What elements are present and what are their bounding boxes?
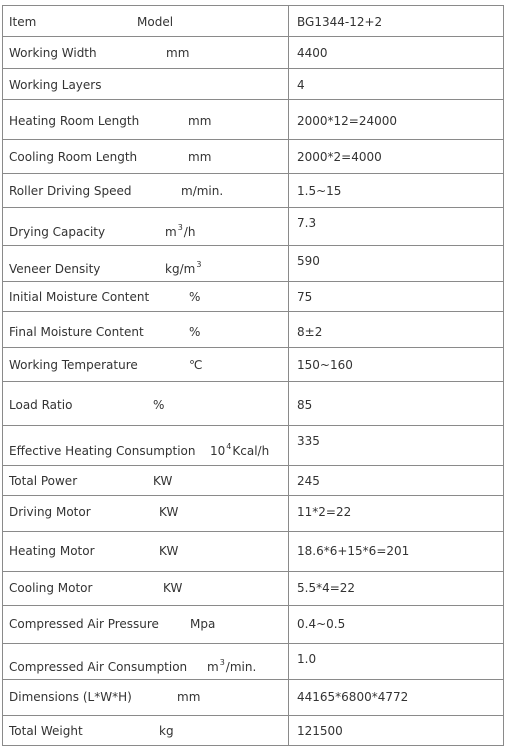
row-value: 44165*6800*4772 xyxy=(297,690,409,704)
table-row xyxy=(2,100,504,140)
table-row xyxy=(2,246,504,282)
row-name: Heating Room Length xyxy=(9,114,140,128)
table-row xyxy=(2,680,504,716)
table-row xyxy=(2,140,504,174)
table-row xyxy=(2,644,504,680)
table-row xyxy=(2,282,504,312)
row-value: 1.5~15 xyxy=(297,184,342,198)
row-value: BG1344-12+2 xyxy=(297,15,383,29)
table-row xyxy=(2,426,504,466)
row-unit: mm xyxy=(177,690,201,704)
table-row xyxy=(2,37,504,69)
column-divider xyxy=(288,208,289,245)
table-row xyxy=(2,716,504,746)
row-unit: KW xyxy=(159,505,179,519)
table-row xyxy=(2,572,504,606)
row-value: 590 xyxy=(297,254,320,268)
table-row xyxy=(2,466,504,496)
row-unit: KW xyxy=(163,581,183,595)
row-name: Final Moisture Content xyxy=(9,325,144,339)
table-row xyxy=(2,606,504,644)
spec-table xyxy=(2,5,504,746)
table-row xyxy=(2,5,504,37)
column-divider xyxy=(288,174,289,207)
row-unit: % xyxy=(153,398,165,412)
table-row xyxy=(2,348,504,382)
row-name: Load Ratio xyxy=(9,398,73,412)
row-value: 2000*2=4000 xyxy=(297,150,382,164)
row-value: 11*2=22 xyxy=(297,505,352,519)
row-unit: % xyxy=(189,290,201,304)
row-value: 8±2 xyxy=(297,325,323,339)
row-name: Total Weight xyxy=(9,724,83,738)
row-unit: ℃ xyxy=(189,358,203,372)
row-name: Working Layers xyxy=(9,78,102,92)
column-divider xyxy=(288,426,289,465)
row-unit: KW xyxy=(159,544,179,558)
row-name: Initial Moisture Content xyxy=(9,290,150,304)
column-divider xyxy=(288,100,289,139)
column-divider xyxy=(288,140,289,173)
table-row xyxy=(2,496,504,532)
row-name: Item xyxy=(9,15,37,29)
row-value: 335 xyxy=(297,434,320,448)
row-unit: $m^3/\min$. xyxy=(207,658,257,674)
column-divider xyxy=(288,37,289,68)
column-divider xyxy=(288,348,289,381)
row-name: Working Temperature xyxy=(9,358,138,372)
table-row xyxy=(2,382,504,426)
row-name: Dimensions (L*W*H) xyxy=(9,690,132,704)
row-unit: mm xyxy=(166,46,190,60)
row-unit: $m^3/h$ xyxy=(165,223,196,239)
row-name: Effective Heating Consumption xyxy=(9,444,196,458)
row-value: 7.3 xyxy=(297,216,317,230)
table-row xyxy=(2,174,504,208)
row-value: 121500 xyxy=(297,724,343,738)
row-value: 5.5*4=22 xyxy=(297,581,356,595)
table-row xyxy=(2,312,504,348)
row-unit: Mpa xyxy=(190,617,216,631)
row-value: 1.0 xyxy=(297,652,317,666)
row-unit: % xyxy=(189,325,201,339)
row-name: Working Width xyxy=(9,46,97,60)
row-name: Compressed Air Consumption xyxy=(9,660,188,674)
column-divider xyxy=(288,382,289,425)
column-divider xyxy=(288,532,289,571)
column-divider xyxy=(288,606,289,643)
row-name: Driving Motor xyxy=(9,505,91,519)
row-name: Cooling Room Length xyxy=(9,150,138,164)
row-unit: $10^4Kcal/h$ xyxy=(210,442,270,458)
table-row xyxy=(2,208,504,246)
row-unit: KW xyxy=(153,474,173,488)
column-divider xyxy=(288,680,289,715)
column-divider xyxy=(288,282,289,311)
table-row xyxy=(2,532,504,572)
row-name: Drying Capacity xyxy=(9,225,106,239)
row-unit: m/min. xyxy=(181,184,224,198)
column-divider xyxy=(288,6,289,36)
column-divider xyxy=(288,69,289,99)
column-divider xyxy=(288,246,289,281)
row-name: Veneer Density xyxy=(9,262,101,276)
row-unit: kg xyxy=(159,724,174,738)
row-name: Roller Driving Speed xyxy=(9,184,132,198)
table-row xyxy=(2,69,504,100)
column-divider xyxy=(288,496,289,531)
row-value: 85 xyxy=(297,398,313,412)
row-value: 150~160 xyxy=(297,358,353,372)
row-value: 0.4~0.5 xyxy=(297,617,346,631)
row-name: Cooling Motor xyxy=(9,581,93,595)
row-unit: mm xyxy=(188,150,212,164)
column-divider xyxy=(288,466,289,495)
row-name: Total Power xyxy=(9,474,78,488)
column-divider xyxy=(288,644,289,679)
column-divider xyxy=(288,572,289,605)
row-name: Heating Motor xyxy=(9,544,95,558)
row-name: Compressed Air Pressure xyxy=(9,617,159,631)
row-value: 4 xyxy=(297,78,305,92)
row-value: 245 xyxy=(297,474,320,488)
row-value: 2000*12=24000 xyxy=(297,114,398,128)
row-value: 75 xyxy=(297,290,313,304)
row-value: 4400 xyxy=(297,46,328,60)
column-divider xyxy=(288,312,289,347)
row-unit: $kg/m^3$ xyxy=(165,260,202,276)
row-unit: mm xyxy=(188,114,212,128)
row-unit: Model xyxy=(137,15,174,29)
row-value: 18.6*6+15*6=201 xyxy=(297,544,410,558)
column-divider xyxy=(288,716,289,745)
